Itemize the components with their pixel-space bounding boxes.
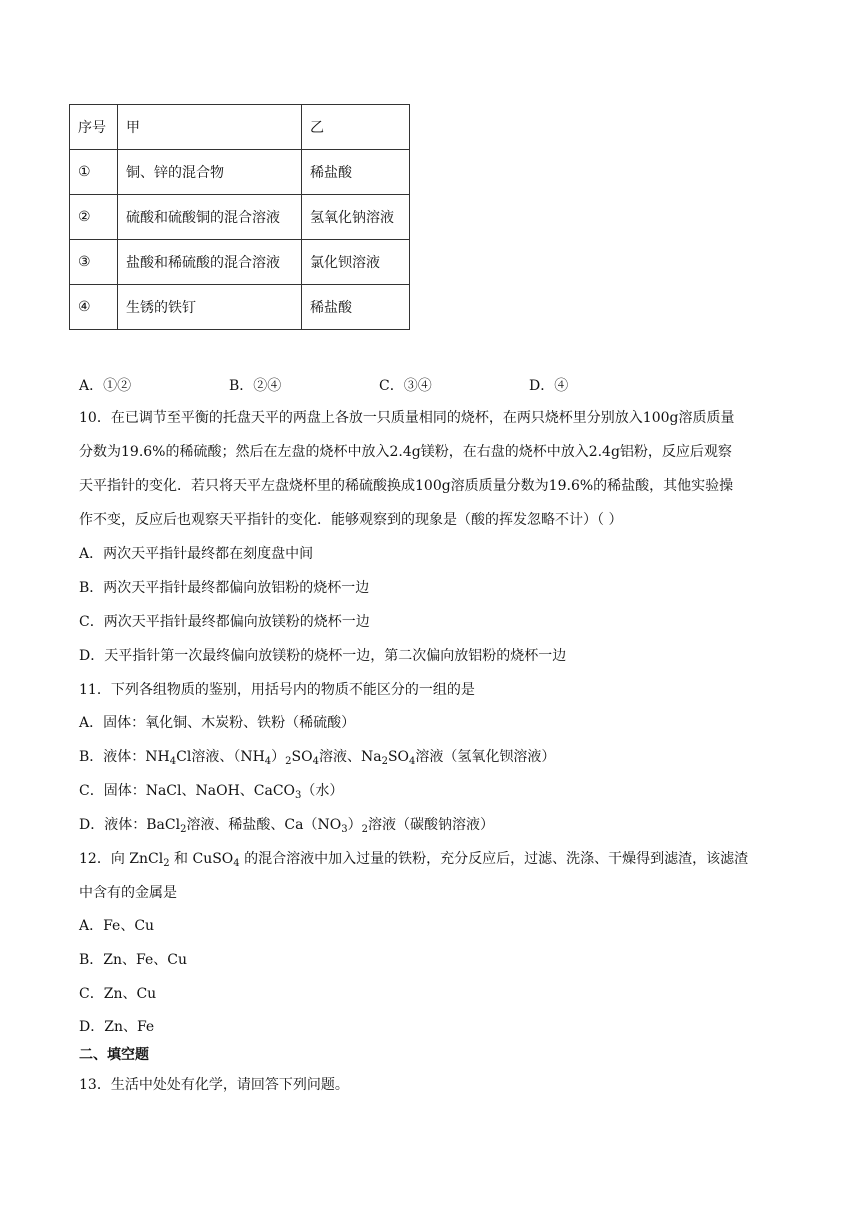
q10-stem-line: 10．在已调节至平衡的托盘天平的两盘上各放一只质量相同的烧杯，在两只烧杯里分别放入100g溶质质量 bbox=[79, 410, 735, 426]
table-header-cell: 序号 bbox=[70, 105, 118, 150]
q10-option-d: D．天平指针第一次最终偏向放镁粉的烧杯一边，第二次偏向放铝粉的烧杯一边 bbox=[79, 648, 567, 664]
q10-option-a: A．两次天平指针最终都在刻度盘中间 bbox=[79, 546, 314, 562]
q12-stem-line: 中含有的金属是 bbox=[79, 885, 177, 901]
subscript: 2 bbox=[180, 824, 187, 835]
text-run: 溶液（碳酸钠溶液） bbox=[367, 817, 494, 833]
q10-option-b: B．两次天平指针最终都偏向放铝粉的烧杯一边 bbox=[79, 580, 370, 596]
subscript: 2 bbox=[381, 756, 388, 767]
table-row bbox=[70, 195, 410, 240]
q13-stem: 13．生活中处处有化学，请回答下列问题。 bbox=[79, 1077, 349, 1093]
text-run: ） bbox=[347, 817, 362, 833]
subscript: 4 bbox=[169, 756, 177, 767]
text-run: 12．向 ZnCl bbox=[79, 851, 164, 867]
q10-stem-line: 分数为19.6%的稀硫酸；然后在左盘的烧杯中放入2.4g镁粉，在右盘的烧杯中放入2.4g铝粉，反应后观察 bbox=[79, 444, 732, 460]
table-header-cell: 甲 bbox=[118, 105, 302, 150]
subscript: 4 bbox=[409, 756, 416, 767]
table-cell: 稀盐酸 bbox=[302, 285, 410, 330]
q11-option-a: A．固体：氧化铜、木炭粉、铁粉（稀硫酸） bbox=[79, 715, 356, 731]
q9-table bbox=[69, 104, 410, 330]
table-cell: 氯化钡溶液 bbox=[302, 240, 410, 285]
q10-stem-line: 天平指针的变化．若只将天平左盘烧杯里的稀硫酸换成100g溶质质量分数为19.6%的稀盐酸，其他实验操 bbox=[79, 478, 734, 494]
q9-option-d: D．④ bbox=[529, 378, 569, 394]
table-cell: ① bbox=[70, 150, 118, 195]
table-cell: 硫酸和硫酸铜的混合溶液 bbox=[118, 195, 302, 240]
q12-option-a: A．Fe、Cu bbox=[79, 918, 155, 934]
table-header-cell: 乙 bbox=[302, 105, 410, 150]
table-cell: 稀盐酸 bbox=[302, 150, 410, 195]
q9-options bbox=[79, 375, 779, 395]
text-run: 溶液（氢氧化钡溶液） bbox=[415, 749, 556, 765]
text-run: ） bbox=[271, 749, 286, 765]
q12-option-b: B．Zn、Fe、Cu bbox=[79, 952, 187, 968]
q10-option-c: C．两次天平指针最终都偏向放镁粉的烧杯一边 bbox=[79, 614, 370, 630]
table-header-row bbox=[70, 105, 410, 150]
q11-option-b bbox=[79, 747, 555, 767]
text-run: SO bbox=[387, 749, 410, 765]
table-cell: 生锈的铁钉 bbox=[118, 285, 302, 330]
q12-stem-line bbox=[79, 849, 748, 869]
table-cell: 盐酸和稀硫酸的混合溶液 bbox=[118, 240, 302, 285]
subscript: 4 bbox=[312, 756, 319, 767]
subscript: 3 bbox=[341, 824, 348, 835]
table-row bbox=[70, 150, 410, 195]
text-run: （水） bbox=[301, 783, 344, 799]
subscript: 4 bbox=[264, 756, 272, 767]
table-row bbox=[70, 285, 410, 330]
text-run: 和 CuSO bbox=[169, 851, 234, 867]
q11-option-c bbox=[79, 781, 343, 801]
q12-option-c: C．Zn、Cu bbox=[79, 986, 157, 1002]
subscript: 3 bbox=[295, 790, 302, 801]
q12-option-d: D．Zn、Fe bbox=[79, 1019, 155, 1035]
text-run: 的混合溶液中加入过量的铁粉，充分反应后，过滤、洗涤、干燥得到滤渣，该滤渣 bbox=[239, 851, 749, 867]
text-run: C．固体：NaCl、NaOH、CaCO bbox=[79, 783, 296, 799]
text-run: 溶液、稀盐酸、Ca（NO bbox=[186, 817, 342, 833]
text-run: B．液体：NH bbox=[79, 749, 170, 765]
table-cell: ④ bbox=[70, 285, 118, 330]
q11-stem: 11．下列各组物质的鉴别，用括号内的物质不能区分的一组的是 bbox=[79, 682, 475, 698]
subscript: 2 bbox=[361, 824, 368, 835]
text-run: SO bbox=[291, 749, 313, 765]
subscript: 2 bbox=[163, 858, 170, 869]
q10-stem-line: 作不变，反应后也观察天平指针的变化．能够观察到的现象是（酸的挥发忽略不计）（ ） bbox=[79, 512, 623, 528]
table-cell: 氢氧化钠溶液 bbox=[302, 195, 410, 240]
table-cell: ② bbox=[70, 195, 118, 240]
q9-option-a: A．①② bbox=[79, 378, 132, 394]
section-title: 二、填空题 bbox=[79, 1047, 149, 1063]
subscript: 4 bbox=[233, 858, 240, 869]
text-run: 溶液、Na bbox=[318, 749, 382, 765]
subscript: 2 bbox=[285, 756, 292, 767]
q9-option-b: B．②④ bbox=[229, 378, 282, 394]
text-run: Cl溶液、（NH bbox=[176, 749, 265, 765]
table-row bbox=[70, 240, 410, 285]
table-cell: 铜、锌的混合物 bbox=[118, 150, 302, 195]
text-run: D．液体：BaCl bbox=[79, 817, 181, 833]
q9-option-c: C．③④ bbox=[379, 378, 432, 394]
q11-option-d bbox=[79, 815, 494, 835]
table-cell: ③ bbox=[70, 240, 118, 285]
